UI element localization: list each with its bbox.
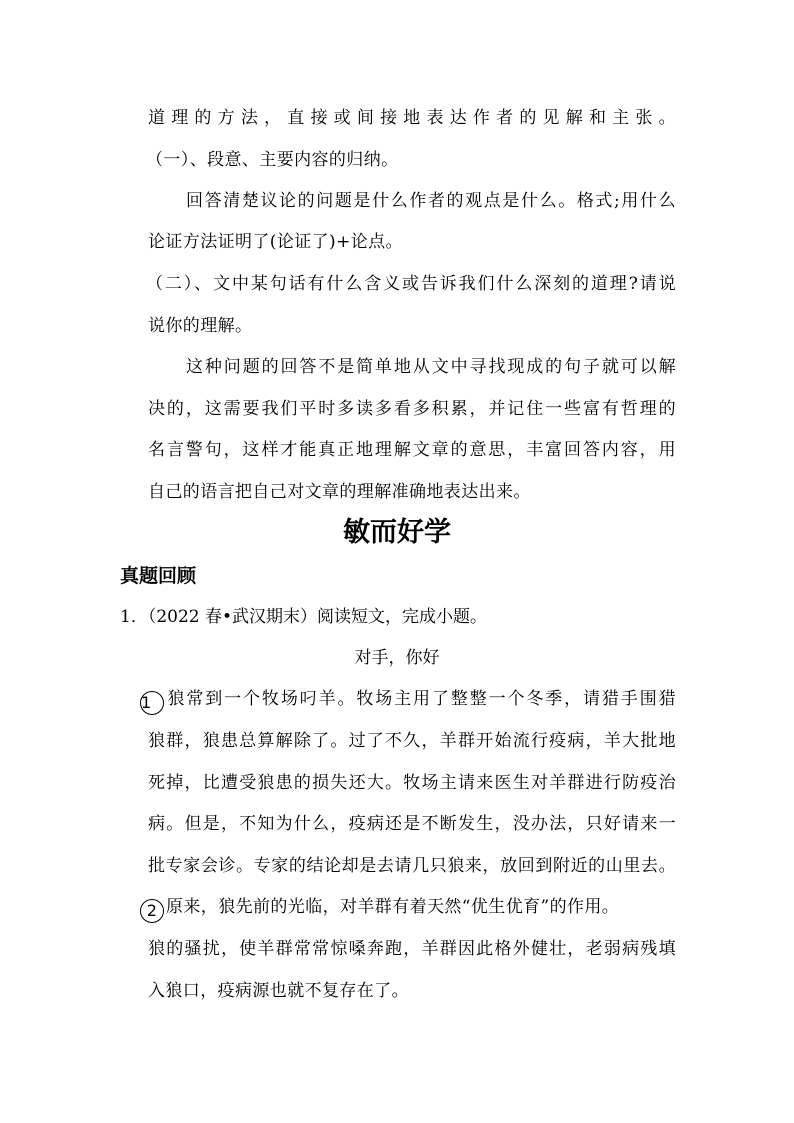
- subsection-body-line: 名言警句，这样才能真正地理解文章的意思，丰富回答内容，用: [148, 440, 676, 460]
- passage-line: 病。但是，不知为什么，疫病还是不断发生，没办法，只好请来一: [148, 814, 676, 834]
- passage-title: 对手，你好: [354, 648, 440, 668]
- passage-paragraph-1: [140, 685, 676, 715]
- paragraph-number-2-icon: 2: [140, 899, 164, 923]
- passage-line: 入狼口，疫病源也就不复存在了。: [148, 981, 409, 1001]
- question-prompt: 1．（2022 春•武汉期末）阅读短文，完成小题。: [120, 607, 488, 627]
- subsection-heading-2: （二）、文中某句话有什么含义或告诉我们什么深刻的道理?请说: [146, 274, 676, 294]
- subsection-body-line: 自己的语言把自己对文章的理解准确地表达出来。: [148, 482, 531, 502]
- subsection-heading-2-cont: 说你的理解。: [148, 316, 253, 336]
- passage-line: 死掉，比遭受狼患的损失还大。牧场主请来医生对羊群进行防疫治: [148, 773, 676, 793]
- subsection-body-line: 决的，这需要我们平时多读多看多积累，并记住一些富有哲理的: [148, 399, 676, 419]
- subsection-body-line: 这种问题的回答不是简单地从文中寻找现成的句子就可以解: [186, 357, 676, 377]
- subsection-body-line: 论证方法证明了(论证了)+论点。: [148, 232, 403, 252]
- passage-line: 批专家会诊。专家的结论却是去请几只狼来，放回到附近的山里去。: [148, 856, 676, 876]
- passage-line: 原来，狼先前的光临，对羊群有着天然“优生优育”的作用。: [166, 897, 620, 917]
- passage-paragraph-2: [140, 893, 676, 923]
- paragraph-number-1-icon: 1: [140, 691, 164, 715]
- subsection-body-line: 回答清楚议论的问题是什么作者的观点是什么。格式;用什么: [186, 191, 676, 211]
- subsection-heading-1: （一）、段意、主要内容的归纳。: [146, 150, 399, 170]
- passage-line: 狼常到一个牧场叼羊。牧场主用了整整一个冬季，请猎手围猎: [166, 689, 676, 709]
- review-heading: 真题回顾: [120, 565, 197, 587]
- intro-line: 道理的方法，直接或间接地表达作者的见解和主张。: [148, 108, 676, 128]
- passage-line: 狼群，狼患总算解除了。过了不久，羊群开始流行疫病，羊大批地: [148, 731, 676, 751]
- passage-line: 狼的骚扰，使羊群常常惊嗓奔跑，羊群因此格外健壮，老弱病残填: [148, 939, 676, 959]
- section-title: 敏而好学: [343, 517, 451, 548]
